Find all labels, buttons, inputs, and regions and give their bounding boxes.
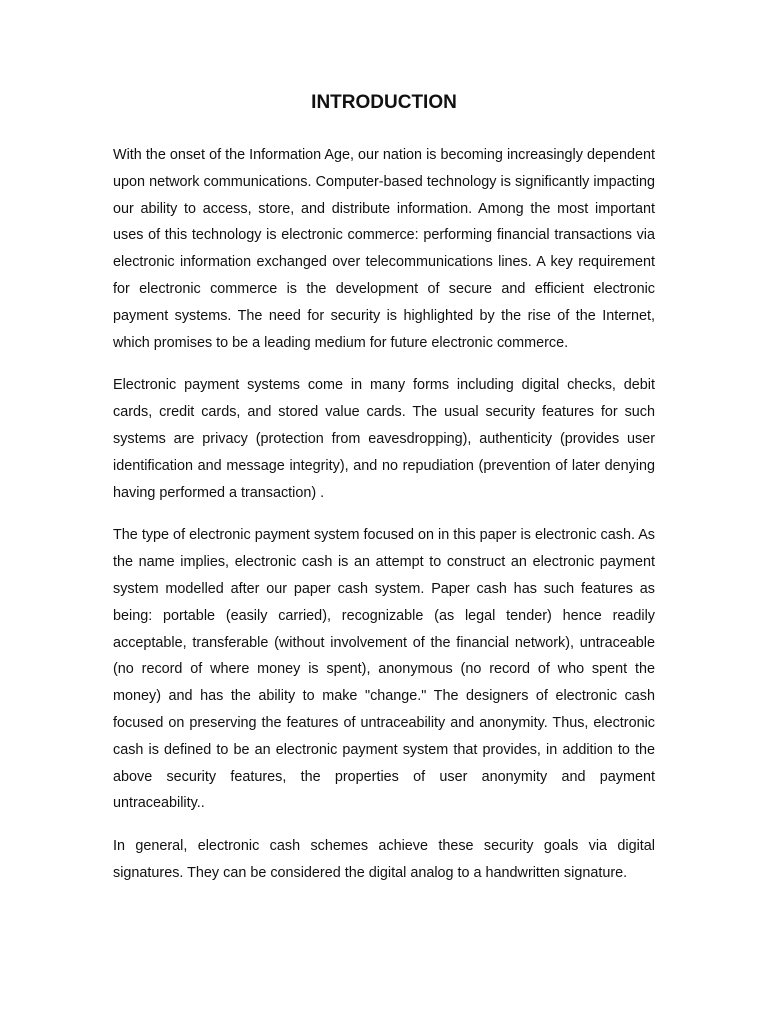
- page-title: INTRODUCTION: [311, 92, 457, 113]
- document-body: [113, 142, 655, 887]
- paragraph-electronic-cash: The type of electronic payment system focused on in this paper is electronic cash. As the name implies, electronic cash is an attempt to construct an electronic payment system modelled after our paper cash system. Paper cash has such features as being: portable (easily carried), recognizable (as legal tender) hence readily acceptable, transferable (without involvement of the financial network), untraceable (no record of where money is spent), anonymous (no record of who spent the money) and has the ability to make "change." The designers of electronic cash focused on preserving the features of untraceability and anonymity. Thus, electronic cash is defined to be an electronic payment system that provides, in addition to the above security features, the properties of user anonymity and payment untraceability..: [113, 527, 655, 812]
- paragraph-payment-systems: Electronic payment systems come in many forms including digital checks, debit cards, credit cards, and stored value cards. The usual security features for such systems are privacy (protection from eavesdropping), authenticity (provides user identification and message integrity), and no repudiation (prevention of later denying having performed a transaction) .: [113, 377, 655, 501]
- paragraph-digital-signatures: In general, electronic cash schemes achieve these security goals via digital signatures. They can be considered the digital analog to a handwritten signature.: [113, 838, 655, 881]
- paragraph-information-age: With the onset of the Information Age, our nation is becoming increasingly dependent upon network communications. Computer-based technology is significantly impacting our ability to access, store, and distribute information. Among the most important uses of this technology is electronic commerce: performing financial transactions via electronic information exchanged over telecommunications lines. A key requirement for electronic commerce is the development of secure and efficient electronic payment systems. The need for security is highlighted by the rise of the Internet, which promises to be a leading medium for future electronic commerce.: [113, 147, 655, 351]
